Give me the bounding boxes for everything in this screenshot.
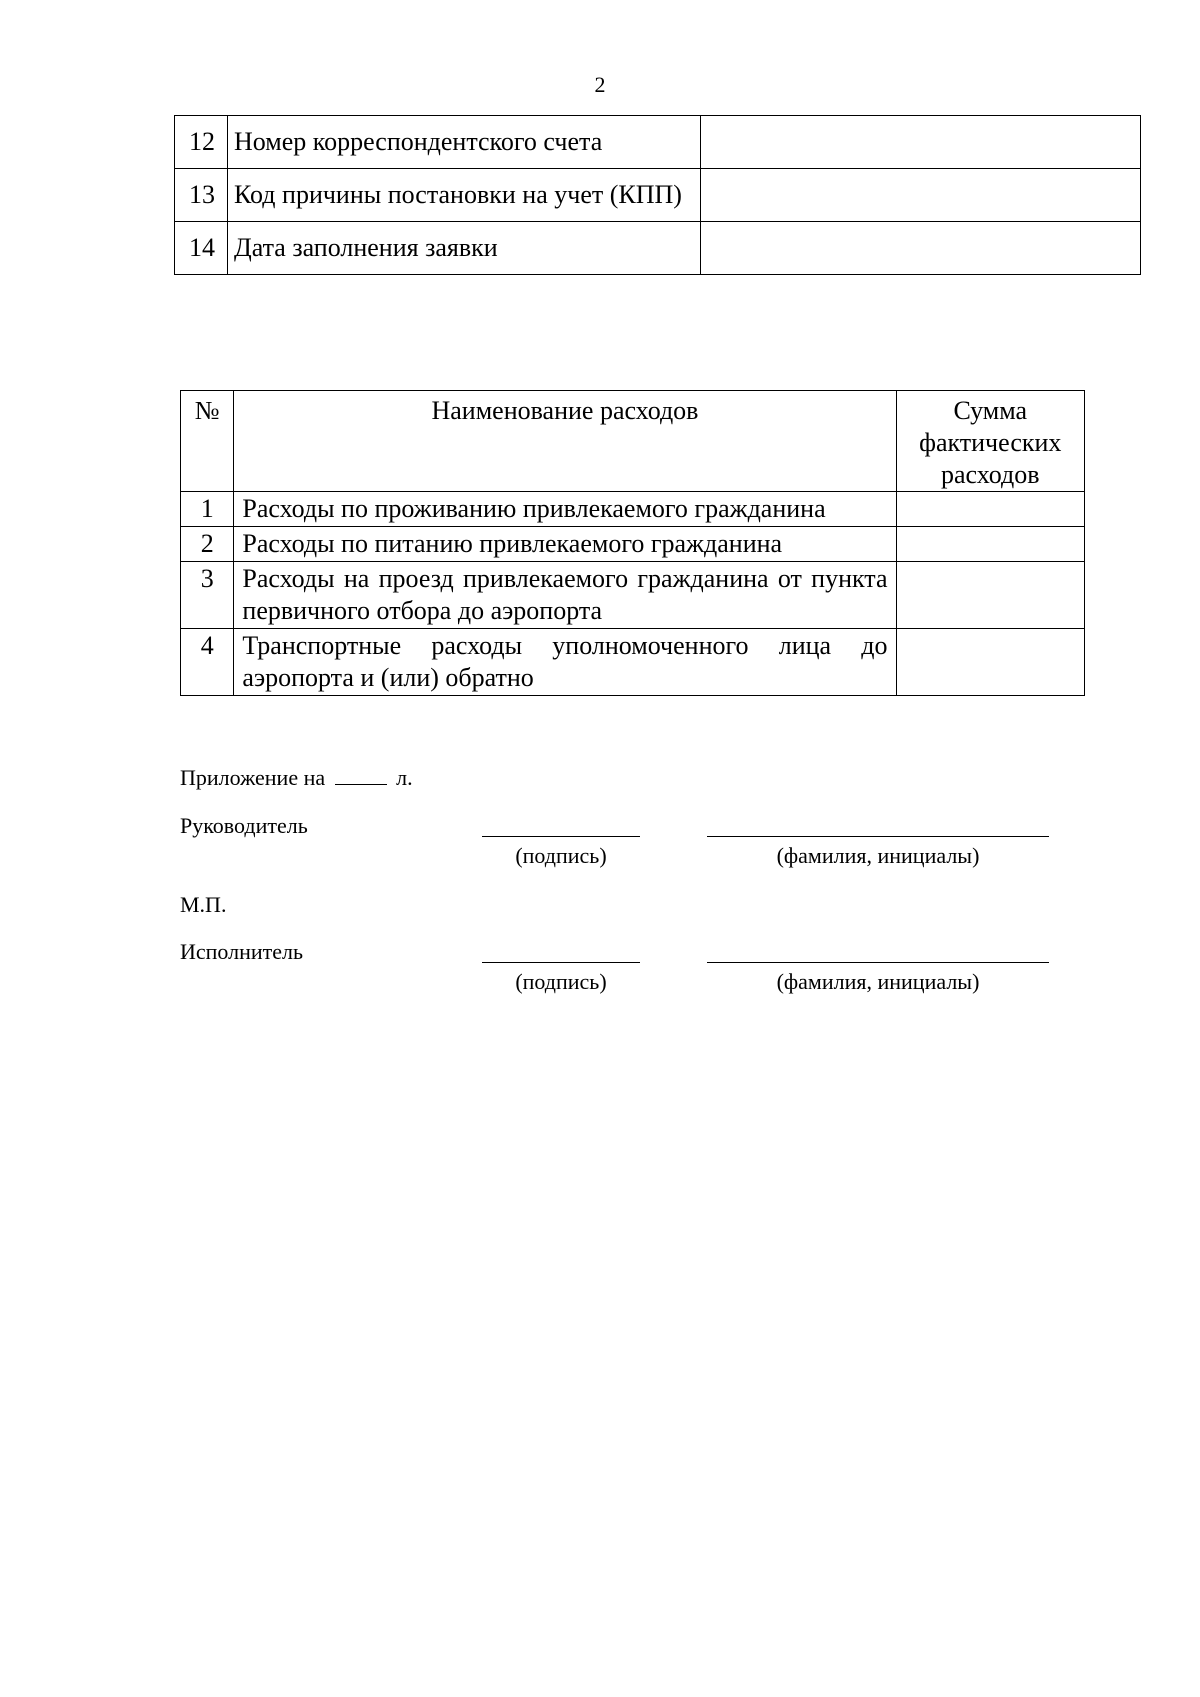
requisites-table: [174, 115, 1141, 275]
executor-signature-caption: (подпись): [515, 969, 607, 994]
header-expense-name: Наименование расходов: [234, 391, 896, 492]
executor-label: Исполнитель: [180, 939, 304, 964]
attachment-line: [180, 765, 413, 791]
expense-number: 1: [181, 492, 234, 527]
attachment-prefix: Приложение на: [180, 765, 326, 790]
expense-sum-field[interactable]: [896, 629, 1084, 696]
head-label: Руководитель: [180, 813, 308, 838]
executor-name-caption: (фамилия, инициалы): [776, 969, 980, 994]
row-label: Дата заполнения заявки: [228, 222, 701, 275]
page-number: 2: [594, 72, 606, 97]
head-signature-line[interactable]: [482, 836, 640, 837]
row-value-field[interactable]: [701, 222, 1141, 275]
header-number: №: [181, 391, 234, 492]
table-header-row: [181, 391, 1085, 492]
table-row: [181, 492, 1085, 527]
expense-name: Транспортные расходы уполномоченного лица до аэропорта и (или) обратно: [234, 629, 896, 696]
row-value-field[interactable]: [701, 116, 1141, 169]
expense-sum-field[interactable]: [896, 492, 1084, 527]
stamp-label: М.П.: [180, 892, 227, 917]
expense-sum-field[interactable]: [896, 562, 1084, 629]
header-actual-sum: Сумма фактических расходов: [896, 391, 1084, 492]
expense-name: Расходы на проезд привлекаемого гражданина от пункта первичного отбора до аэропорта: [234, 562, 896, 629]
attachment-pages-field[interactable]: [335, 766, 387, 785]
expense-number: 2: [181, 527, 234, 562]
expense-name: Расходы по проживанию привлекаемого гражданина: [234, 492, 896, 527]
expenses-table: [180, 390, 1085, 696]
table-row: [175, 169, 1141, 222]
head-name-line[interactable]: [707, 836, 1049, 837]
expense-number: 4: [181, 629, 234, 696]
table-row: [181, 527, 1085, 562]
head-signature-caption: (подпись): [515, 843, 607, 868]
table-row: [175, 222, 1141, 275]
expense-name: Расходы по питанию привлекаемого гражданина: [234, 527, 896, 562]
row-number: 14: [175, 222, 228, 275]
expense-number: 3: [181, 562, 234, 629]
row-label: Код причины постановки на учет (КПП): [228, 169, 701, 222]
table-row: [181, 562, 1085, 629]
expense-sum-field[interactable]: [896, 527, 1084, 562]
table-row: [181, 629, 1085, 696]
head-name-caption: (фамилия, инициалы): [776, 843, 980, 868]
executor-signature-line[interactable]: [482, 962, 640, 963]
row-number: 13: [175, 169, 228, 222]
row-value-field[interactable]: [701, 169, 1141, 222]
attachment-suffix: л.: [396, 765, 413, 790]
row-label: Номер корреспондентского счета: [228, 116, 701, 169]
row-number: 12: [175, 116, 228, 169]
executor-name-line[interactable]: [707, 962, 1049, 963]
table-row: [175, 116, 1141, 169]
